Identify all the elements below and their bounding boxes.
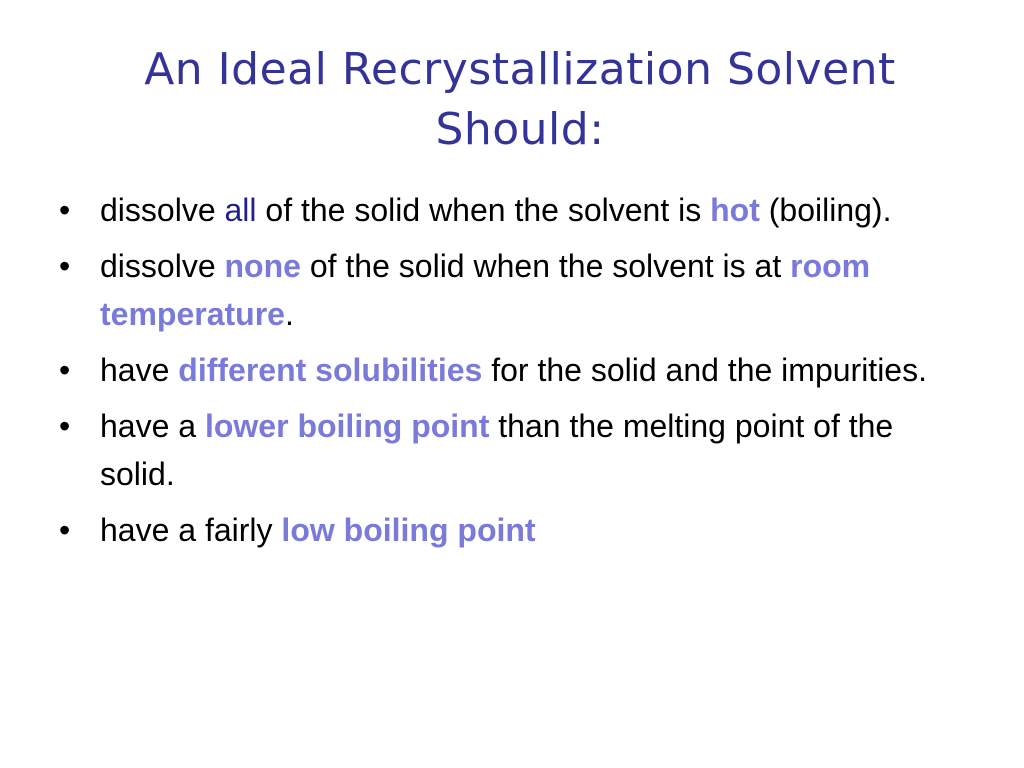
bullet-text: (boiling). bbox=[759, 192, 892, 228]
bullet-text: of the solid when the solvent is bbox=[256, 192, 711, 228]
bullet-dot: • bbox=[59, 352, 71, 388]
bullet-text: have bbox=[100, 352, 179, 388]
bullet-item-2 bbox=[55, 242, 975, 338]
bullet-text: . bbox=[284, 296, 294, 332]
slide-title bbox=[80, 40, 960, 160]
emphasis-different-solubilities: different solubilities bbox=[178, 352, 483, 388]
emphasis-low-boiling-point: low boiling point bbox=[281, 512, 536, 548]
bullet-text: dissolve bbox=[100, 192, 225, 228]
bullet-text: of the solid when the solvent is at bbox=[300, 248, 791, 284]
title-line-2: Should: bbox=[435, 104, 605, 155]
bullet-list bbox=[55, 186, 975, 562]
bullet-text: have a bbox=[100, 408, 205, 444]
emphasis-lower-boiling-point: lower boiling point bbox=[204, 408, 490, 444]
emphasis-all: all bbox=[224, 192, 257, 228]
bullet-dot: • bbox=[59, 192, 71, 228]
emphasis-hot: hot bbox=[710, 192, 760, 228]
bullet-dot: • bbox=[59, 512, 71, 548]
bullet-dot: • bbox=[59, 408, 71, 444]
bullet-item-1 bbox=[55, 186, 975, 234]
bullet-text: have a fairly bbox=[100, 512, 282, 548]
bullet-item-3 bbox=[55, 346, 975, 394]
bullet-item-5 bbox=[55, 506, 975, 554]
bullet-item-4 bbox=[55, 402, 975, 498]
bullet-text: dissolve bbox=[100, 248, 225, 284]
bullet-text: for the solid and the impurities. bbox=[482, 352, 927, 388]
emphasis-room-temperature: room temperature bbox=[100, 248, 871, 332]
emphasis-none: none bbox=[224, 248, 301, 284]
bullet-text: than the melting point of the solid. bbox=[100, 408, 894, 492]
title-line-1: An Ideal Recrystallization Solvent bbox=[144, 44, 896, 95]
bullet-dot: • bbox=[59, 248, 71, 284]
